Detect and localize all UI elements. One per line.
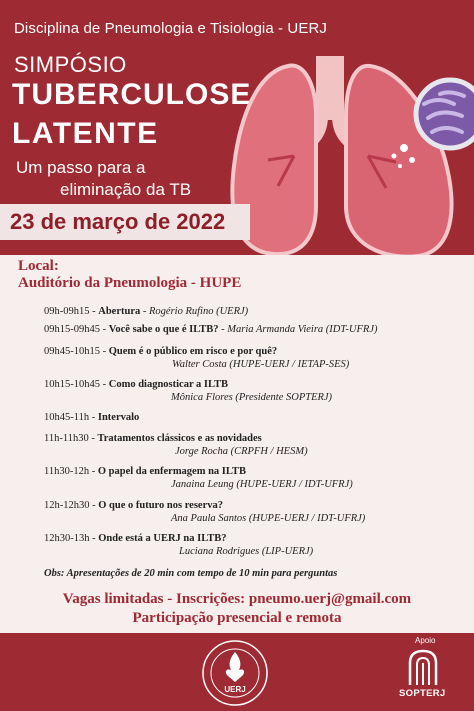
sponsor-name: SOPTERJ	[399, 688, 446, 699]
schedule-speaker: Walter Costa (HUPE-UERJ / IETAP-SES)	[172, 359, 350, 370]
schedule-row	[44, 412, 139, 423]
header-banner	[0, 0, 474, 255]
schedule-row	[44, 346, 277, 357]
schedule-time: 11h-11h30 -	[44, 433, 95, 444]
schedule-time: 11h30-12h -	[44, 466, 96, 477]
schedule-speaker: Rogério Rufino (UERJ)	[149, 306, 249, 317]
schedule-time: 09h45-10h15 -	[44, 346, 107, 357]
svg-text:UERJ: UERJ	[224, 685, 246, 694]
date-band	[0, 204, 250, 240]
schedule-title: O que o futuro nos reserva?	[98, 500, 223, 511]
schedule-title: Quem é o público em risco e por quê?	[108, 346, 278, 357]
schedule-title: Como diagnosticar a ILTB	[108, 379, 229, 390]
discipline-text: Disciplina de Pneumologia e Tisiologia - UERJ	[14, 20, 327, 37]
schedule-time: 12h30-13h -	[44, 533, 96, 544]
schedule-time: 09h-09h15 -	[44, 306, 96, 317]
obs-note: Obs: Apresentações de 20 min com tempo de 10 min para perguntas	[44, 568, 338, 579]
subtitle-line-2: eliminação da TB	[60, 180, 192, 199]
schedule-speaker: Janaina Leung (HUPE-UERJ / IDT-UFRJ)	[171, 479, 353, 490]
registration-info: Vagas limitadas - Inscrições: pneumo.uerj@gmail.com	[62, 591, 412, 607]
location-label: Local:	[18, 258, 59, 274]
sopterj-logo-mark	[406, 647, 440, 687]
footer-band	[0, 633, 474, 711]
schedule-time: 10h15-10h45 -	[44, 379, 107, 390]
subtitle-line-1: Um passo para a	[16, 158, 146, 177]
schedule-title: Você sabe o que é ILTB?	[108, 324, 219, 335]
schedule-time: 12h-12h30 -	[44, 500, 96, 511]
event-date: 23 de março de 2022	[10, 209, 226, 234]
schedule-title: Intervalo	[97, 412, 140, 423]
schedule-row	[44, 533, 227, 544]
schedule-row	[44, 306, 248, 317]
schedule-title: O papel da enfermagem na ILTB	[97, 466, 246, 477]
program-body	[0, 255, 474, 633]
title-line-1: TUBERCULOSE	[12, 78, 252, 111]
schedule-speaker: Luciana Rodrigues (LIP-UERJ)	[179, 546, 314, 557]
schedule-speaker: Maria Armanda Vieira (IDT-UFRJ)	[227, 324, 378, 335]
schedule-title: Tratamentos clássicos e as novidades	[97, 433, 262, 444]
schedule-speaker: Jorge Rocha (CRPFH / HESM)	[175, 446, 308, 457]
schedule-speaker: Mônica Flores (Presidente SOPTERJ)	[171, 392, 333, 403]
event-type: SIMPÓSIO	[14, 52, 127, 77]
schedule-time: 10h45-11h -	[44, 412, 96, 423]
schedule-row	[44, 500, 223, 511]
schedule-separator: -	[218, 324, 228, 335]
uerj-seal-logo	[200, 638, 270, 708]
title-line-2: LATENTE	[12, 117, 159, 150]
attendance-format: Participação presencial e remota	[132, 610, 342, 626]
schedule-row	[44, 324, 377, 335]
schedule-time: 09h15-09h45 -	[44, 324, 107, 335]
support-label: Apoio	[415, 636, 436, 645]
schedule-separator: -	[140, 306, 149, 317]
schedule-row	[44, 433, 262, 444]
schedule-title: Abertura	[98, 306, 141, 317]
schedule-speaker: Ana Paula Santos (HUPE-UERJ / IDT-UFRJ)	[171, 513, 366, 524]
schedule-row	[44, 379, 228, 390]
lungs-illustration	[218, 56, 474, 255]
schedule-title: Onde está a UERJ na ILTB?	[98, 533, 227, 544]
schedule-row	[44, 466, 246, 477]
location-place: Auditório da Pneumologia - HUPE	[18, 275, 242, 291]
